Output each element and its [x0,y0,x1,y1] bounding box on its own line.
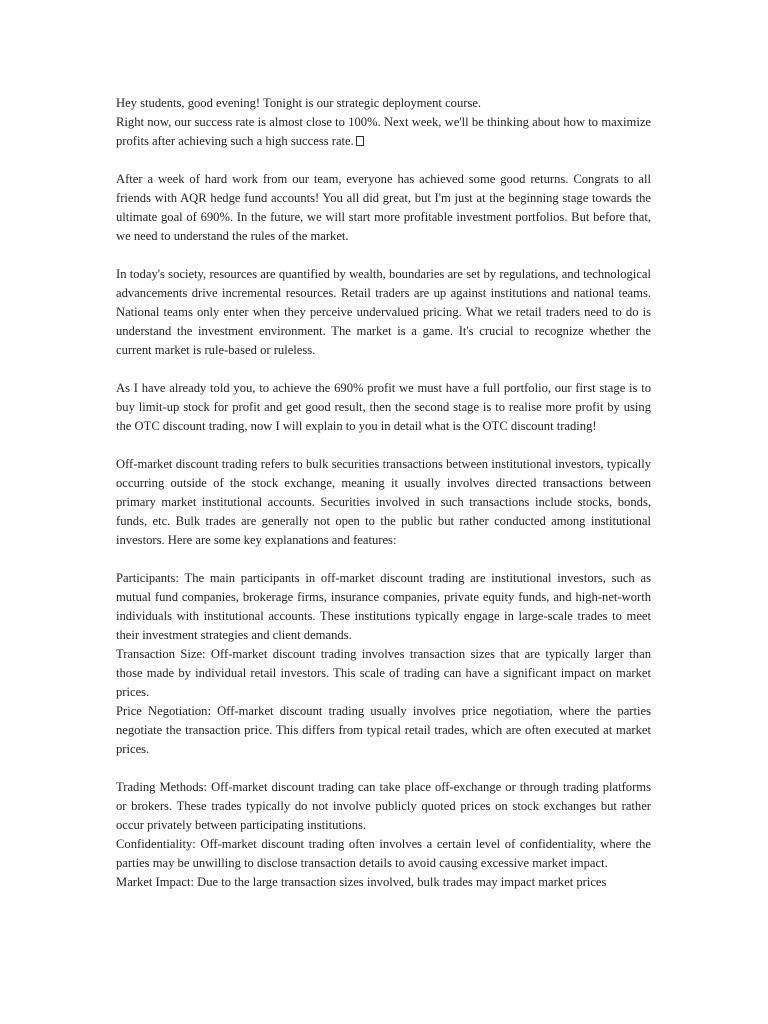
feature-market-impact: Market Impact: Due to the large transaction sizes involved, bulk trades may impact market prices [116,875,607,889]
features-group-1 [116,569,651,759]
feature-trading-methods: Trading Methods: Off-market discount trading can take place off-exchange or through trading platforms or brokers. These trades typically do not involve publicly quoted prices on stock exchanges but rather occur privately between participating institutions. [116,780,651,832]
features-group-2 [116,778,651,892]
feature-participants: Participants: The main participants in off-market discount trading are institutional investors, such as mutual fund companies, brokerage firms, insurance companies, private equity funds, and high-net-worth individuals with institutional accounts. These institutions typically engage in large-scale trades to meet their investment strategies and client demands. [116,571,651,642]
feature-transaction-size: Transaction Size: Off-market discount trading involves transaction sizes that are typically larger than those made by individual retail investors. This scale of trading can have a significant impact on market prices. [116,647,651,699]
feature-confidentiality: Confidentiality: Off-market discount trading often involves a certain level of confidentiality, where the parties may be unwilling to disclose transaction details to avoid causing excessive market impact. [116,837,651,870]
greeting-text: Hey students, good evening! Tonight is our strategic deployment course. [116,96,482,110]
paragraph-portfolio: As I have already told you, to achieve the 690% profit we must have a full portfolio, our first stage is to buy limit-up stock for profit and get good result, then the second stage is to realise more profit by using the OTC discount trading, now I will explain to you in detail what is the OTC discount trading! [116,381,651,433]
intro-paragraph [116,94,651,151]
status-text: Right now, our success rate is almost close to 100%. Next week, we'll be thinking about how to maximize profits after achieving such a high success rate. [116,115,651,148]
paragraph-society: In today's society, resources are quantified by wealth, boundaries are set by regulations, and technological advancements drive incremental resources. Retail traders are up against institutions and national teams. National teams only enter when they perceive undervalued pricing. What we retail traders need to do is understand the investment environment. The market is a game. It's crucial to recognize whether the current market is rule-based or ruleless. [116,267,651,357]
status-line [116,113,651,151]
feature-price-negotiation: Price Negotiation: Off-market discount trading usually involves price negotiation, where the parties negotiate the transaction price. This differs from typical retail trades, which are often executed at market prices. [116,704,651,756]
paragraph-definition: Off-market discount trading refers to bulk securities transactions between institutional investors, typically occurring outside of the stock exchange, meaning it usually involves directed transactions between primary market institutional accounts. Securities involved in such transactions include stocks, bonds, funds, etc. Bulk trades are generally not open to the public but rather conducted among institutional investors. Here are some key explanations and features: [116,457,651,547]
document-body [116,94,651,911]
missing-glyph-icon [356,136,364,146]
paragraph-returns: After a week of hard work from our team, everyone has achieved some good returns. Congrats to all friends with AQR hedge fund accounts! You all did great, but I'm just at the beginning stage towards the ultimate goal of 690%. In the future, we will start more profitable investment portfolios. But before that, we need to understand the rules of the market. [116,172,651,243]
